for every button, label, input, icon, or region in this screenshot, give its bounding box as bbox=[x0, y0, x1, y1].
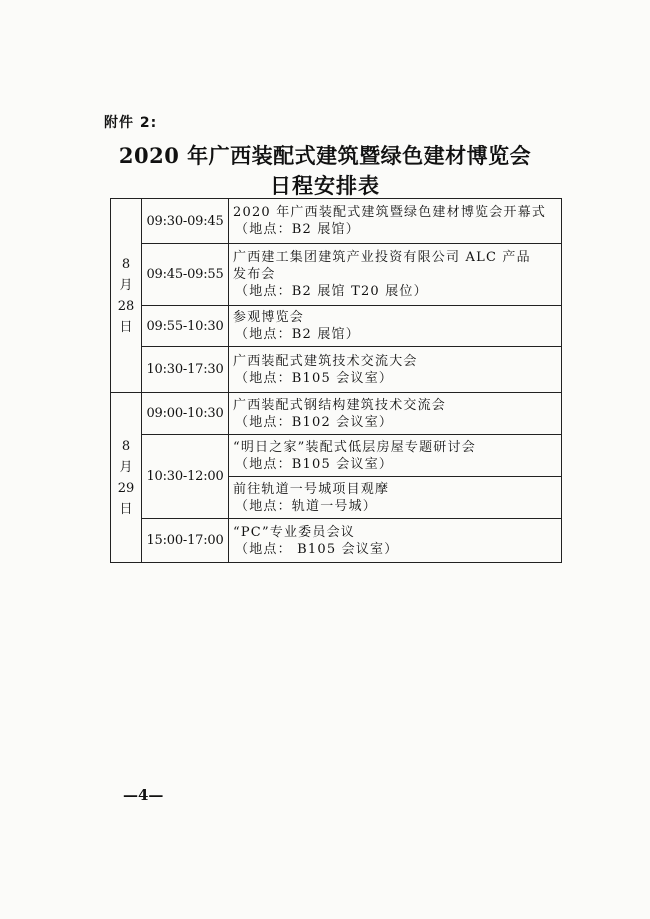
date-month-char: 月 bbox=[119, 277, 133, 293]
event-venue: （地点：B2 展馆） bbox=[235, 327, 360, 342]
date-cell-aug-29 bbox=[111, 393, 142, 563]
event-title: 广西装配式钢结构建筑技术交流会 bbox=[233, 397, 447, 413]
time-cell: 15:00-17:00 bbox=[142, 519, 229, 563]
event-cell bbox=[229, 306, 562, 347]
event-cell bbox=[229, 393, 562, 435]
event-title: 前往轨道一号城项目观摩 bbox=[233, 481, 390, 497]
event-cell bbox=[229, 435, 562, 477]
event-venue: （地点： B105 会议室） bbox=[235, 541, 399, 557]
event-venue: （地点：B105 会议室） bbox=[235, 456, 394, 472]
table-row bbox=[111, 306, 562, 347]
event-title-cont: 发布会 bbox=[233, 267, 276, 282]
page-title: 2020 年广西装配式建筑暨绿色建材博览会 bbox=[118, 143, 532, 168]
table-row bbox=[111, 244, 562, 306]
page-number: —4— bbox=[123, 786, 164, 804]
table-row bbox=[111, 519, 562, 563]
event-title: “PC”专业委员会议 bbox=[233, 524, 355, 540]
schedule-table bbox=[110, 198, 562, 563]
date-day: 28 bbox=[117, 298, 135, 314]
event-cell bbox=[229, 199, 562, 244]
date-month: 8 bbox=[121, 438, 131, 454]
event-title: 2020 年广西装配式建筑暨绿色建材博览会开幕式 bbox=[233, 205, 547, 220]
time-cell: 10:30-12:00 bbox=[142, 435, 229, 519]
table-row bbox=[111, 347, 562, 393]
event-venue: （地点：B2 展馆） bbox=[235, 222, 360, 237]
date-month: 8 bbox=[121, 256, 131, 272]
date-cell-aug-28 bbox=[111, 199, 142, 393]
event-cell bbox=[229, 519, 562, 563]
time-cell: 09:55-10:30 bbox=[142, 306, 229, 347]
event-venue: （地点：B102 会议室） bbox=[235, 414, 394, 430]
event-venue: （地点：轨道一号城） bbox=[235, 498, 378, 514]
event-cell bbox=[229, 477, 562, 519]
event-title: 广西装配式建筑技术交流大会 bbox=[233, 353, 418, 369]
event-cell bbox=[229, 244, 562, 306]
date-day-char: 日 bbox=[119, 501, 133, 517]
time-cell: 09:00-10:30 bbox=[142, 393, 229, 435]
event-cell bbox=[229, 347, 562, 393]
event-title: “明日之家”装配式低层房屋专题研讨会 bbox=[233, 439, 476, 455]
date-day-char: 日 bbox=[119, 319, 133, 335]
table-row bbox=[111, 199, 562, 244]
attachment-label: 附件 2: bbox=[104, 115, 158, 131]
page-subtitle: 日程安排表 bbox=[270, 173, 380, 198]
date-day: 29 bbox=[117, 480, 135, 496]
time-cell: 10:30-17:30 bbox=[142, 347, 229, 393]
time-cell: 09:30-09:45 bbox=[142, 199, 229, 244]
event-title: 参观博览会 bbox=[233, 310, 305, 325]
event-title: 广西建工集团建筑产业投资有限公司 ALC 产品 bbox=[233, 250, 531, 265]
table-row bbox=[111, 393, 562, 435]
event-venue: （地点：B2 展馆 T20 展位） bbox=[235, 284, 428, 299]
time-cell: 09:45-09:55 bbox=[142, 244, 229, 306]
table-row bbox=[111, 435, 562, 477]
event-venue: （地点：B105 会议室） bbox=[235, 370, 394, 386]
date-month-char: 月 bbox=[119, 459, 133, 475]
